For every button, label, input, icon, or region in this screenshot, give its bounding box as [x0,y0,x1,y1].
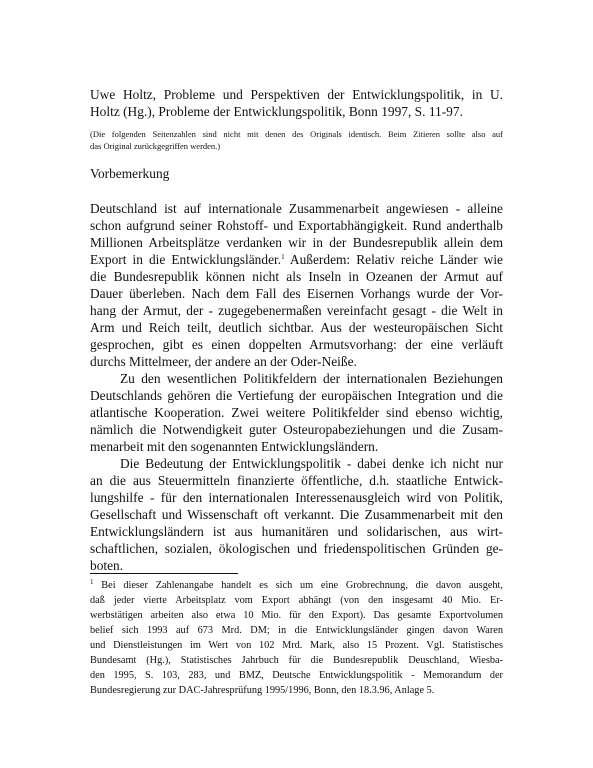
footnote-marker: 1 [90,578,94,586]
note-line-2: das Original zurückgegriffen werden.) [90,141,221,151]
body-line-5: die Bundesrepublik können nicht als Inseln in Ozeanen der Armut auf [90,269,503,284]
footnote-line-4: belief sich 1993 auf 673 Mrd. DM; in die Entwicklungsländer gingen davon Waren [90,625,503,636]
body-line-14: nämlich die Notwendigkeit guter Osteuropabeziehungen und die Zusam- [90,422,503,437]
section-heading: Vorbemerkung [90,166,170,181]
body-line-16: Die Bedeutung der Entwicklungspolitik - dabei denke ich nicht nur [120,456,503,471]
footnote-line-6: Bundesamt (Hg.), Statistisches Jahrbuch für die Bundesrepublik Deuschland, Wiesba- [90,655,503,666]
body-line-13: atlantische Kooperation. Zwei weitere Politikfelder sind ebenso wichtig, [90,405,503,420]
body-line-10: durchs Mittelmeer, der andere an der Oder-Neiße. [90,354,357,369]
body-line-8: Arm und Reich teilt, deutlich sichtbar. Aus der westeuropäischen Sicht [90,320,503,335]
body-line-4-end: Außerdem: Relativ reiche Länder wie [284,252,503,267]
body-line-11: Zu den wesentlichen Politikfeldern der internationalen Beziehungen [120,371,503,386]
footnote-line-1 [90,580,503,591]
body-line-21: schaftlichen, sozialen, ökologischen und friedenspolitischen Gründen ge- [90,541,503,556]
citation-line-1: Uwe Holtz, Probleme und Perspektiven der Entwicklungspolitik, in U. [90,87,503,102]
body-line-4-start: Export in die Entwicklungsländer. [90,252,282,267]
body-line-20: Entwicklungsländern ist aus humanitären und solidarischen, aus wirt- [90,524,503,539]
body-line-15: menarbeit mit den sogenannten Entwicklungsländern. [90,439,379,454]
body-line-6: Dauer überleben. Nach dem Fall des Eisernen Vorhangs wurde der Vor- [90,286,503,301]
footnote-line-2: daß jeder vierte Arbeitsplatz vom Export abhängt (von den insgesamt 40 Mio. Er- [90,595,503,606]
footnote-line-8: Bundesregierung zur DAC-Jahresprüfung 1995/1996, Bonn, den 18.3.96, Anlage 5. [90,685,435,696]
footnote-reference[interactable]: 1 [281,253,285,261]
body-line-2: schon aufgrund seiner Rohstoff- und Exportabhängigkeit. Rund anderthalb [90,218,503,233]
body-line-18: lungshilfe - für den internationalen Interessenausgleich wird von Politik, [90,490,503,505]
body-line-17: an die aus Steuermitteln finanzierte öffentliche, d.h. staatliche Entwick- [90,473,503,488]
footnote-divider [90,573,238,574]
note-line-1: (Die folgenden Seitenzahlen sind nicht mit denen des Originals identisch. Beim Zitieren sollte also auf [90,129,503,139]
body-line-3: Millionen Arbeitsplätze verdanken wir in der Bundesrepublik allein dem [90,235,503,250]
footnote-line-5: und Dienstleistungen im Wert von 102 Mrd. Mark, also 15 Prozent. Vgl. Statistisches [90,640,503,651]
body-line-22: boten. [90,558,124,573]
citation-line-2: Holtz (Hg.), Probleme der Entwicklungspolitik, Bonn 1997, S. 11-97. [90,104,463,119]
footnote-line-7: den 1995, S. 103, 283, und BMZ, Deutsche Entwicklungspolitik - Memorandum der [90,670,503,681]
footnote-line-1-text: Bei dieser Zahlenangabe handelt es sich um eine Grobrechnung, die davon ausgeht, [93,580,503,591]
body-line-4 [90,252,503,268]
footnote-line-3: werbstätigen arbeiten also etwa 10 Mio. für den Export). Das gesamte Exportvolumen [90,610,503,621]
body-line-12: Deutschlands gehören die Vertiefung der europäischen Integration und die [90,388,503,403]
body-line-1: Deutschland ist auf internationale Zusammenarbeit angewiesen - alleine [90,201,503,216]
body-line-9: gesprochen, gibt es einen doppelten Armutsvorhang: der eine verläuft [90,337,503,352]
body-line-19: Gesellschaft und Wissenschaft oft verkannt. Die Zusammenarbeit mit den [90,507,503,522]
body-line-7: hang der Armut, der - zugegebenermaßen vereinfacht gesagt - die Welt in [90,303,503,318]
